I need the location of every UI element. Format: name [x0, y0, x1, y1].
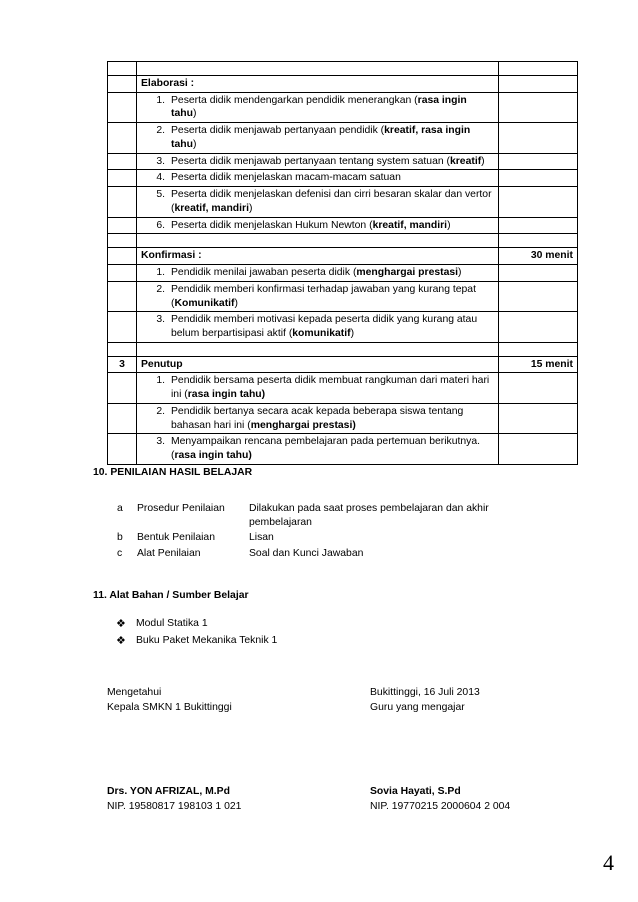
blank-row	[108, 234, 578, 248]
list-item: 3. Menyampaikan rencana pembelajaran pada pertemuan berikutnya. (rasa ingin tahu)	[108, 434, 578, 464]
teacher-name: Sovia Hayati, S.Pd	[370, 786, 461, 797]
konfirmasi-title: Konfirmasi :	[137, 248, 499, 265]
principal-nip: NIP. 19580817 198103 1 021	[107, 801, 242, 813]
list-item: 1. Pendidik bersama peserta didik membuat rangkuman dari materi hari ini (rasa ingin tahu)	[108, 373, 578, 403]
list-item: 1. Peserta didik mendengarkan pendidik menerangkan (rasa ingin tahu)	[108, 92, 578, 122]
left-signatory	[107, 784, 241, 814]
list-item: 1. Pendidik menilai jawaban peserta didik (menghargai prestasi)	[108, 265, 578, 282]
right-signature-header: Bukittinggi, 16 Juli 2013 Guru yang mengajar	[370, 687, 480, 714]
diamond-bullet-icon: ❖	[116, 618, 126, 630]
section-11-title: 11. Alat Bahan / Sumber Belajar	[93, 590, 249, 601]
list-item: 2. Pendidik memberi konfirmasi terhadap jawaban yang kurang tepat (Komunikatif)	[108, 281, 578, 311]
assessment-table	[117, 502, 511, 563]
page-number: 4	[603, 850, 614, 875]
diamond-bullet-icon: ❖	[116, 634, 126, 647]
table-row: a Prosedur Penilaian Dilakukan pada saat proses pembelajaran dan akhir pembelajaran	[117, 503, 489, 528]
penutup-title: Penutup	[137, 356, 499, 373]
list-item: 5. Peserta didik menjelaskan defenisi dan cirri besaran skalar dan vertor (kreatif, mandiri)	[108, 187, 578, 217]
list-item: 6. Peserta didik menjelaskan Hukum Newton (kreatif, mandiri)	[108, 217, 578, 234]
list-item: 4. Peserta didik menjelaskan macam-macam satuan	[108, 170, 578, 187]
list-item: ❖ Modul Statika 1	[116, 618, 208, 630]
list-item: 3. Peserta didik menjawab pertanyaan tentang system satuan (kreatif)	[108, 153, 578, 170]
elaborasi-title: Elaborasi :	[137, 76, 499, 93]
table-row: c Alat Penilaian Soal dan Kunci Jawaban	[117, 548, 364, 560]
list-item: ❖ Buku Paket Mekanika Teknik 1	[116, 634, 278, 647]
penutup-number: 3	[108, 356, 137, 373]
konfirmasi-header-row	[108, 248, 578, 265]
principal-name: Drs. YON AFRIZAL, M.Pd	[107, 786, 230, 797]
list-item: 2. Pendidik bertanya secara acak kepada beberapa siswa tentang bahasan hari ini (menghargai prestasi)	[108, 403, 578, 433]
table-row: b Bentuk Penilaian Lisan	[117, 532, 274, 544]
elaborasi-header-row	[108, 76, 578, 93]
lesson-activities-table	[107, 61, 578, 465]
left-signature-header: Mengetahui Kepala SMKN 1 Bukittinggi	[107, 687, 232, 714]
blank-row	[108, 62, 578, 76]
blank-row	[108, 342, 578, 356]
list-item: 3. Pendidik memberi motivasi kepada peserta didik yang kurang atau belum berpartisipasi aktif (komunikatif)	[108, 312, 578, 342]
right-signatory	[370, 784, 510, 814]
teacher-nip: NIP. 19770215 2000604 2 004	[370, 801, 511, 813]
konfirmasi-duration: 30 menit	[499, 248, 578, 265]
penutup-duration: 15 menit	[499, 356, 578, 373]
resource-list	[116, 617, 277, 650]
section-10-title: 10. PENILAIAN HASIL BELAJAR	[93, 467, 253, 478]
list-item: 2. Peserta didik menjawab pertanyaan pendidik (kreatif, rasa ingin tahu)	[108, 123, 578, 153]
penutup-header-row	[108, 356, 578, 373]
